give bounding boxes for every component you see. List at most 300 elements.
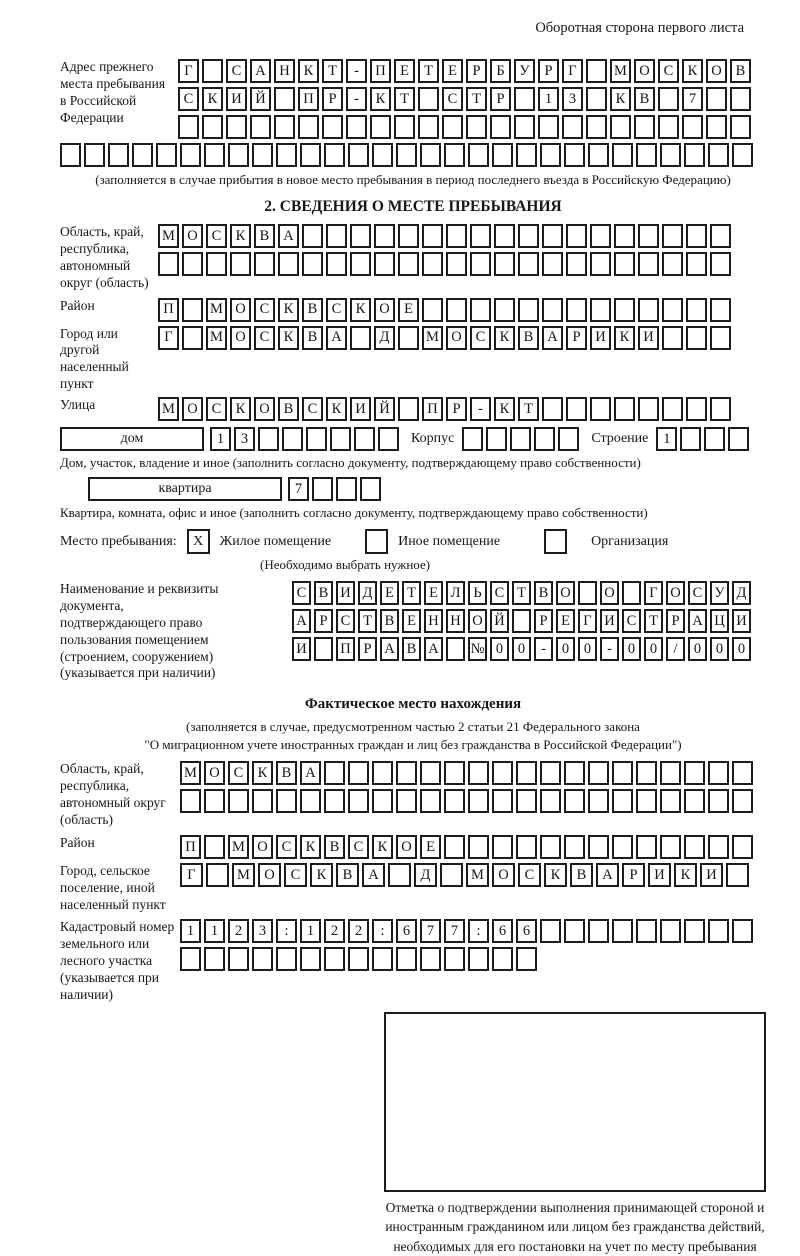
char-cell[interactable]: П xyxy=(336,637,355,661)
char-cell[interactable] xyxy=(322,115,343,139)
char-cell[interactable]: Г xyxy=(644,581,663,605)
char-cell[interactable]: М xyxy=(228,835,249,859)
char-cell[interactable] xyxy=(636,919,657,943)
char-cell[interactable] xyxy=(446,298,467,322)
char-cell[interactable] xyxy=(492,835,513,859)
char-cell[interactable]: Т xyxy=(644,609,663,633)
char-cell[interactable]: И xyxy=(226,87,247,111)
char-cell[interactable]: М xyxy=(158,397,179,421)
char-cell[interactable] xyxy=(466,115,487,139)
char-cell[interactable]: Т xyxy=(358,609,377,633)
char-cell[interactable] xyxy=(566,298,587,322)
char-cell[interactable]: В xyxy=(336,863,359,887)
char-cell[interactable] xyxy=(348,761,369,785)
char-cell[interactable]: А xyxy=(688,609,707,633)
char-cell[interactable] xyxy=(514,115,535,139)
char-cell[interactable] xyxy=(374,224,395,248)
char-cell[interactable]: 1 xyxy=(210,427,231,451)
char-cell[interactable]: А xyxy=(300,761,321,785)
char-cell[interactable] xyxy=(206,863,229,887)
char-cell[interactable]: Е xyxy=(556,609,575,633)
char-cell[interactable]: И xyxy=(638,326,659,350)
char-cell[interactable] xyxy=(710,252,731,276)
char-cell[interactable] xyxy=(442,115,463,139)
char-cell[interactable]: 6 xyxy=(492,919,513,943)
char-cell[interactable]: В xyxy=(402,637,421,661)
char-cell[interactable] xyxy=(564,835,585,859)
char-cell[interactable] xyxy=(468,789,489,813)
char-cell[interactable] xyxy=(228,143,249,167)
char-cell[interactable]: О xyxy=(374,298,395,322)
char-cell[interactable]: Н xyxy=(446,609,465,633)
char-cell[interactable]: С xyxy=(254,298,275,322)
char-cell[interactable] xyxy=(710,326,731,350)
char-cell[interactable] xyxy=(660,919,681,943)
char-cell[interactable] xyxy=(538,115,559,139)
char-cell[interactable]: 0 xyxy=(490,637,509,661)
char-cell[interactable]: К xyxy=(372,835,393,859)
char-cell[interactable] xyxy=(614,397,635,421)
char-cell[interactable]: И xyxy=(292,637,311,661)
char-cell[interactable] xyxy=(422,252,443,276)
char-cell[interactable]: К xyxy=(682,59,703,83)
char-cell[interactable] xyxy=(354,427,375,451)
char-cell[interactable]: С xyxy=(470,326,491,350)
char-cell[interactable] xyxy=(178,115,199,139)
char-cell[interactable]: П xyxy=(298,87,319,111)
char-cell[interactable] xyxy=(378,427,399,451)
char-cell[interactable]: В xyxy=(254,224,275,248)
char-cell[interactable]: 1 xyxy=(538,87,559,111)
char-cell[interactable]: Е xyxy=(420,835,441,859)
char-cell[interactable]: У xyxy=(514,59,535,83)
char-cell[interactable] xyxy=(706,115,727,139)
char-cell[interactable]: Г xyxy=(180,863,203,887)
char-cell[interactable]: В xyxy=(302,326,323,350)
char-cell[interactable] xyxy=(204,835,225,859)
char-cell[interactable]: К xyxy=(300,835,321,859)
char-cell[interactable]: И xyxy=(336,581,355,605)
char-cell[interactable] xyxy=(586,87,607,111)
char-cell[interactable] xyxy=(518,298,539,322)
char-cell[interactable] xyxy=(300,143,321,167)
char-cell[interactable] xyxy=(516,143,537,167)
char-cell[interactable]: С xyxy=(658,59,679,83)
char-cell[interactable]: К xyxy=(202,87,223,111)
char-cell[interactable] xyxy=(274,115,295,139)
char-cell[interactable]: К xyxy=(614,326,635,350)
char-cell[interactable]: Р xyxy=(358,637,377,661)
char-cell[interactable] xyxy=(470,224,491,248)
char-cell[interactable]: Р xyxy=(622,863,645,887)
char-cell[interactable] xyxy=(180,789,201,813)
char-cell[interactable]: / xyxy=(666,637,685,661)
char-cell[interactable]: С xyxy=(348,835,369,859)
char-cell[interactable] xyxy=(610,115,631,139)
char-cell[interactable] xyxy=(420,143,441,167)
char-cell[interactable] xyxy=(636,143,657,167)
stay-type-residential-checkbox[interactable]: X xyxy=(187,529,210,554)
char-cell[interactable]: С xyxy=(326,298,347,322)
char-cell[interactable]: А xyxy=(250,59,271,83)
char-cell[interactable] xyxy=(276,143,297,167)
char-cell[interactable] xyxy=(298,115,319,139)
char-cell[interactable]: В xyxy=(278,397,299,421)
char-cell[interactable] xyxy=(444,761,465,785)
char-cell[interactable]: Е xyxy=(394,59,415,83)
char-cell[interactable] xyxy=(706,87,727,111)
char-cell[interactable]: Д xyxy=(732,581,751,605)
char-cell[interactable]: № xyxy=(468,637,487,661)
char-cell[interactable] xyxy=(684,789,705,813)
char-cell[interactable]: В xyxy=(634,87,655,111)
char-cell[interactable]: С xyxy=(178,87,199,111)
char-cell[interactable] xyxy=(662,298,683,322)
char-cell[interactable] xyxy=(730,115,751,139)
char-cell[interactable]: Р xyxy=(322,87,343,111)
char-cell[interactable] xyxy=(564,789,585,813)
char-cell[interactable] xyxy=(732,919,753,943)
char-cell[interactable]: К xyxy=(298,59,319,83)
char-cell[interactable] xyxy=(540,789,561,813)
char-cell[interactable] xyxy=(612,835,633,859)
char-cell[interactable]: В xyxy=(534,581,553,605)
char-cell[interactable] xyxy=(684,761,705,785)
char-cell[interactable]: : xyxy=(468,919,489,943)
char-cell[interactable] xyxy=(470,298,491,322)
char-cell[interactable] xyxy=(542,397,563,421)
char-cell[interactable] xyxy=(396,143,417,167)
char-cell[interactable] xyxy=(710,397,731,421)
char-cell[interactable]: - xyxy=(470,397,491,421)
char-cell[interactable] xyxy=(330,427,351,451)
char-cell[interactable] xyxy=(638,252,659,276)
char-cell[interactable] xyxy=(252,143,273,167)
char-cell[interactable] xyxy=(278,252,299,276)
char-cell[interactable]: - xyxy=(600,637,619,661)
char-cell[interactable]: Й xyxy=(490,609,509,633)
char-cell[interactable] xyxy=(622,581,641,605)
char-cell[interactable]: - xyxy=(346,87,367,111)
char-cell[interactable]: К xyxy=(494,326,515,350)
char-cell[interactable] xyxy=(468,835,489,859)
char-cell[interactable]: Р xyxy=(466,59,487,83)
char-cell[interactable]: Ц xyxy=(710,609,729,633)
char-cell[interactable] xyxy=(590,397,611,421)
char-cell[interactable] xyxy=(614,298,635,322)
char-cell[interactable] xyxy=(710,224,731,248)
char-cell[interactable]: К xyxy=(544,863,567,887)
char-cell[interactable] xyxy=(446,637,465,661)
char-cell[interactable] xyxy=(612,761,633,785)
char-cell[interactable]: О xyxy=(396,835,417,859)
char-cell[interactable]: А xyxy=(380,637,399,661)
char-cell[interactable] xyxy=(312,477,333,501)
char-cell[interactable]: Е xyxy=(398,298,419,322)
char-cell[interactable] xyxy=(494,298,515,322)
char-cell[interactable] xyxy=(348,789,369,813)
char-cell[interactable] xyxy=(108,143,129,167)
char-cell[interactable] xyxy=(346,115,367,139)
char-cell[interactable]: Т xyxy=(402,581,421,605)
char-cell[interactable] xyxy=(636,835,657,859)
char-cell[interactable]: К xyxy=(370,87,391,111)
char-cell[interactable] xyxy=(470,252,491,276)
char-cell[interactable] xyxy=(494,224,515,248)
char-cell[interactable]: С xyxy=(442,87,463,111)
char-cell[interactable] xyxy=(444,835,465,859)
char-cell[interactable] xyxy=(684,919,705,943)
char-cell[interactable] xyxy=(590,252,611,276)
char-cell[interactable]: К xyxy=(230,224,251,248)
char-cell[interactable]: М xyxy=(232,863,255,887)
char-cell[interactable] xyxy=(372,761,393,785)
char-cell[interactable] xyxy=(534,427,555,451)
char-cell[interactable] xyxy=(518,224,539,248)
char-cell[interactable] xyxy=(684,835,705,859)
stay-type-organization-checkbox[interactable] xyxy=(544,529,567,554)
char-cell[interactable]: О xyxy=(258,863,281,887)
char-cell[interactable] xyxy=(132,143,153,167)
char-cell[interactable] xyxy=(704,427,725,451)
char-cell[interactable] xyxy=(590,298,611,322)
char-cell[interactable] xyxy=(492,761,513,785)
char-cell[interactable]: П xyxy=(158,298,179,322)
char-cell[interactable] xyxy=(540,143,561,167)
char-cell[interactable] xyxy=(586,115,607,139)
char-cell[interactable] xyxy=(158,252,179,276)
char-cell[interactable] xyxy=(492,789,513,813)
char-cell[interactable]: М xyxy=(422,326,443,350)
char-cell[interactable] xyxy=(180,947,201,971)
char-cell[interactable] xyxy=(252,789,273,813)
char-cell[interactable] xyxy=(612,143,633,167)
char-cell[interactable]: С xyxy=(206,397,227,421)
char-cell[interactable]: 7 xyxy=(288,477,309,501)
char-cell[interactable]: 7 xyxy=(420,919,441,943)
char-cell[interactable] xyxy=(492,143,513,167)
char-cell[interactable] xyxy=(686,252,707,276)
char-cell[interactable] xyxy=(446,252,467,276)
char-cell[interactable] xyxy=(732,761,753,785)
char-cell[interactable] xyxy=(326,252,347,276)
char-cell[interactable]: Е xyxy=(442,59,463,83)
char-cell[interactable]: Г xyxy=(578,609,597,633)
char-cell[interactable] xyxy=(636,789,657,813)
char-cell[interactable] xyxy=(396,761,417,785)
char-cell[interactable] xyxy=(732,143,753,167)
char-cell[interactable]: П xyxy=(180,835,201,859)
char-cell[interactable]: Р xyxy=(490,87,511,111)
char-cell[interactable]: И xyxy=(648,863,671,887)
char-cell[interactable]: П xyxy=(422,397,443,421)
char-cell[interactable] xyxy=(636,761,657,785)
char-cell[interactable] xyxy=(730,87,751,111)
char-cell[interactable] xyxy=(314,637,333,661)
char-cell[interactable] xyxy=(512,609,531,633)
char-cell[interactable]: Т xyxy=(418,59,439,83)
char-cell[interactable] xyxy=(490,115,511,139)
char-cell[interactable]: 1 xyxy=(204,919,225,943)
char-cell[interactable] xyxy=(468,143,489,167)
char-cell[interactable]: О xyxy=(230,298,251,322)
char-cell[interactable] xyxy=(398,252,419,276)
char-cell[interactable] xyxy=(388,863,411,887)
char-cell[interactable]: О xyxy=(468,609,487,633)
char-cell[interactable] xyxy=(84,143,105,167)
char-cell[interactable]: Т xyxy=(394,87,415,111)
char-cell[interactable]: И xyxy=(590,326,611,350)
char-cell[interactable]: 0 xyxy=(644,637,663,661)
char-cell[interactable]: 0 xyxy=(710,637,729,661)
char-cell[interactable]: С xyxy=(302,397,323,421)
char-cell[interactable] xyxy=(302,224,323,248)
char-cell[interactable] xyxy=(418,87,439,111)
char-cell[interactable] xyxy=(492,947,513,971)
char-cell[interactable] xyxy=(372,789,393,813)
char-cell[interactable]: О xyxy=(446,326,467,350)
char-cell[interactable] xyxy=(182,326,203,350)
char-cell[interactable]: К xyxy=(252,761,273,785)
char-cell[interactable] xyxy=(564,919,585,943)
char-cell[interactable] xyxy=(180,143,201,167)
char-cell[interactable]: 0 xyxy=(622,637,641,661)
char-cell[interactable]: А xyxy=(292,609,311,633)
char-cell[interactable] xyxy=(182,298,203,322)
char-cell[interactable] xyxy=(516,835,537,859)
char-cell[interactable] xyxy=(564,761,585,785)
char-cell[interactable]: О xyxy=(182,397,203,421)
char-cell[interactable] xyxy=(350,252,371,276)
char-cell[interactable] xyxy=(282,427,303,451)
char-cell[interactable] xyxy=(586,59,607,83)
char-cell[interactable] xyxy=(372,143,393,167)
char-cell[interactable]: Д xyxy=(414,863,437,887)
char-cell[interactable]: Т xyxy=(512,581,531,605)
char-cell[interactable] xyxy=(662,224,683,248)
char-cell[interactable] xyxy=(680,427,701,451)
char-cell[interactable] xyxy=(350,326,371,350)
char-cell[interactable] xyxy=(204,789,225,813)
char-cell[interactable] xyxy=(708,835,729,859)
char-cell[interactable]: С xyxy=(276,835,297,859)
char-cell[interactable]: Д xyxy=(358,581,377,605)
char-cell[interactable]: Е xyxy=(380,581,399,605)
char-cell[interactable]: Д xyxy=(374,326,395,350)
char-cell[interactable] xyxy=(394,115,415,139)
char-cell[interactable] xyxy=(444,143,465,167)
char-cell[interactable] xyxy=(398,397,419,421)
char-cell[interactable] xyxy=(418,115,439,139)
char-cell[interactable] xyxy=(732,789,753,813)
char-cell[interactable] xyxy=(510,427,531,451)
char-cell[interactable]: Б xyxy=(490,59,511,83)
char-cell[interactable] xyxy=(440,863,463,887)
char-cell[interactable]: О xyxy=(254,397,275,421)
char-cell[interactable] xyxy=(420,789,441,813)
char-cell[interactable]: К xyxy=(350,298,371,322)
char-cell[interactable] xyxy=(230,252,251,276)
char-cell[interactable]: О xyxy=(706,59,727,83)
char-cell[interactable]: П xyxy=(370,59,391,83)
char-cell[interactable] xyxy=(542,298,563,322)
char-cell[interactable] xyxy=(566,397,587,421)
char-cell[interactable] xyxy=(370,115,391,139)
char-cell[interactable] xyxy=(326,224,347,248)
char-cell[interactable]: К xyxy=(326,397,347,421)
char-cell[interactable] xyxy=(686,397,707,421)
char-cell[interactable] xyxy=(250,115,271,139)
char-cell[interactable]: К xyxy=(278,298,299,322)
char-cell[interactable] xyxy=(360,477,381,501)
char-cell[interactable]: К xyxy=(610,87,631,111)
char-cell[interactable]: А xyxy=(362,863,385,887)
char-cell[interactable] xyxy=(662,252,683,276)
char-cell[interactable] xyxy=(336,477,357,501)
char-cell[interactable] xyxy=(516,761,537,785)
char-cell[interactable] xyxy=(726,863,749,887)
char-cell[interactable] xyxy=(588,835,609,859)
char-cell[interactable]: 1 xyxy=(656,427,677,451)
char-cell[interactable]: 1 xyxy=(180,919,201,943)
char-cell[interactable]: 0 xyxy=(732,637,751,661)
char-cell[interactable] xyxy=(228,947,249,971)
char-cell[interactable] xyxy=(566,252,587,276)
char-cell[interactable] xyxy=(660,761,681,785)
char-cell[interactable]: В xyxy=(302,298,323,322)
char-cell[interactable] xyxy=(614,252,635,276)
char-cell[interactable] xyxy=(588,761,609,785)
char-cell[interactable]: С xyxy=(226,59,247,83)
char-cell[interactable] xyxy=(372,947,393,971)
char-cell[interactable] xyxy=(276,789,297,813)
char-cell[interactable] xyxy=(660,835,681,859)
char-cell[interactable]: С xyxy=(688,581,707,605)
char-cell[interactable] xyxy=(658,87,679,111)
char-cell[interactable]: М xyxy=(466,863,489,887)
char-cell[interactable]: С xyxy=(622,609,641,633)
char-cell[interactable]: Р xyxy=(446,397,467,421)
char-cell[interactable]: С xyxy=(490,581,509,605)
char-cell[interactable]: К xyxy=(278,326,299,350)
char-cell[interactable] xyxy=(420,761,441,785)
char-cell[interactable] xyxy=(686,298,707,322)
char-cell[interactable] xyxy=(202,115,223,139)
char-cell[interactable]: Т xyxy=(518,397,539,421)
char-cell[interactable] xyxy=(374,252,395,276)
char-cell[interactable] xyxy=(638,397,659,421)
char-cell[interactable] xyxy=(612,919,633,943)
char-cell[interactable] xyxy=(182,252,203,276)
char-cell[interactable] xyxy=(728,427,749,451)
char-cell[interactable] xyxy=(708,761,729,785)
char-cell[interactable]: 2 xyxy=(324,919,345,943)
char-cell[interactable]: Ь xyxy=(468,581,487,605)
char-cell[interactable]: Р xyxy=(566,326,587,350)
char-cell[interactable] xyxy=(566,224,587,248)
char-cell[interactable]: М xyxy=(206,298,227,322)
char-cell[interactable]: А xyxy=(326,326,347,350)
char-cell[interactable]: В xyxy=(276,761,297,785)
char-cell[interactable] xyxy=(660,789,681,813)
char-cell[interactable] xyxy=(422,298,443,322)
char-cell[interactable]: - xyxy=(534,637,553,661)
char-cell[interactable]: Й xyxy=(250,87,271,111)
char-cell[interactable]: 3 xyxy=(252,919,273,943)
char-cell[interactable] xyxy=(708,919,729,943)
char-cell[interactable] xyxy=(540,919,561,943)
char-cell[interactable]: О xyxy=(666,581,685,605)
